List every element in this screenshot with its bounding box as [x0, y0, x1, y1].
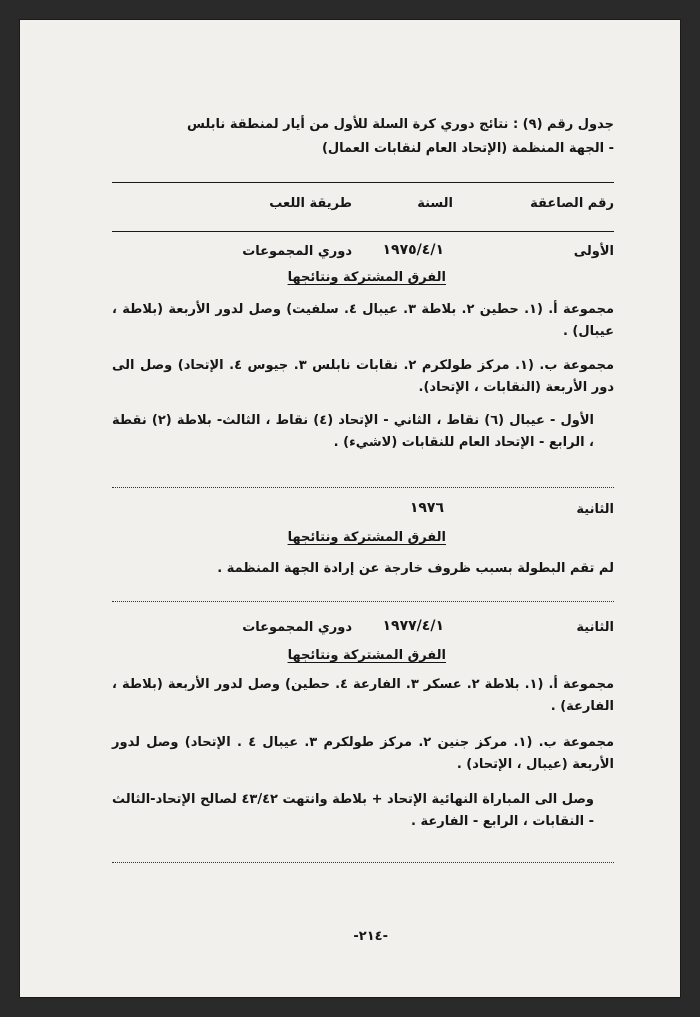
entry-1-subheading: الفرق المشتركة ونتائجها [287, 270, 446, 285]
document-page [20, 20, 680, 997]
entry-2-note: لم تقم البطولة بسبب ظروف خارجة عن إرادة الجهة المنظمة . [217, 561, 614, 576]
entry-3-final: وصل الى المباراة النهائية الإتحاد + بلاطة وانتهت ٤٣/٤٢ لصالح الإتحاد-الثالث - النقابات ، الرابع - الفارعة . [112, 792, 594, 829]
entry-2-label: الثانية [576, 502, 614, 517]
column-header-match-number: رقم الصاعقة [530, 196, 614, 211]
entry-1-group-a: مجموعة أ. (١. حطين ٢. بلاطة ٣. عيبال ٤. سلفيت) وصل لدور الأربعة (بلاطة ، عيبال) . [112, 302, 614, 339]
entry-1-divider [112, 487, 614, 488]
entry-3-year: ١٩٧٧/٤/١ [382, 618, 444, 634]
column-header-year: السنة [417, 196, 453, 211]
entry-1-results: الأول - عيبال (٦) نقاط ، الثاني - الإتحاد (٤) نقاط ، الثالث- بلاطة (٢) نقطة ، الرابع - الإتحاد العام للنقابات (لاشيء) . [112, 413, 594, 450]
entry-2-divider [112, 601, 614, 602]
table-title-line2: - الجهة المنظمة (الإتحاد العام لنقابات العمال) [321, 141, 614, 156]
table-title-line1: جدول رقم (٩) : نتائج دوري كرة السلة للأول من أيار لمنطقة نابلس [186, 117, 614, 132]
header-bottom-rule [112, 231, 614, 232]
entry-3-label: الثانية [576, 620, 614, 635]
entry-1-year: ١٩٧٥/٤/١ [382, 242, 444, 258]
header-top-rule [112, 182, 614, 183]
entry-1-group-b: مجموعة ب. (١. مركز طولكرم ٢. نقابات نابلس ٣. جيوس ٤. الإتحاد) وصل الى دور الأربعة (النقابات ، الإتحاد). [112, 358, 614, 395]
entry-2-subheading: الفرق المشتركة ونتائجها [287, 530, 446, 545]
entry-3-divider [112, 862, 614, 863]
entry-3-subheading: الفرق المشتركة ونتائجها [287, 648, 446, 663]
entry-3-method: دوري المجموعات [242, 620, 352, 635]
entry-3-group-b: مجموعة ب. (١. مركز جنين ٢. مركز طولكرم ٣. عيبال ٤ . الإتحاد) وصل لدور الأربعة (عيبال ، الإتحاد) . [112, 735, 615, 772]
entry-2-year: ١٩٧٦ [409, 500, 444, 516]
entry-1-label: الأولى [573, 244, 614, 259]
entry-3-group-a: مجموعة أ. (١. بلاطة ٢. عسكر ٣. الفارعة ٤. حطين) وصل لدور الأربعة (بلاطة ، الفارعة) . [112, 677, 615, 714]
entry-1-method: دوري المجموعات [242, 244, 352, 259]
page-number: -٢١٤- [353, 929, 388, 944]
column-header-play-method: طريقة اللعب [269, 196, 352, 211]
document-content [112, 20, 614, 997]
